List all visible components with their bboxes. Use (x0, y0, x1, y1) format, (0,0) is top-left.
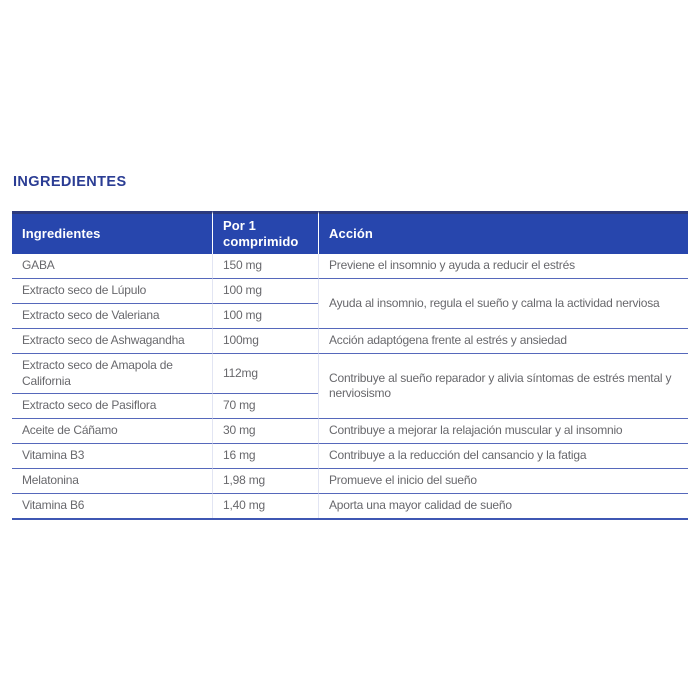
ingredient-action: Aporta una mayor calidad de sueño (318, 493, 688, 518)
ingredient-name: Extracto seco de Ashwagandha (12, 328, 212, 353)
table-row (12, 443, 688, 468)
ingredient-name: Vitamina B6 (12, 493, 212, 518)
ingredient-amount: 150 mg (212, 254, 318, 278)
ingredient-action: Contribuye a la reducción del cansancio y la fatiga (318, 443, 688, 468)
ingredient-action: Contribuye a mejorar la relajación muscular y al insomnio (318, 418, 688, 443)
table-row (12, 328, 688, 353)
ingredient-amount: 16 mg (212, 443, 318, 468)
table-row (12, 278, 688, 303)
ingredient-name: GABA (22, 258, 55, 273)
ingredient-amount: 100 mg (212, 303, 318, 328)
ingredient-action: Promueve el inicio del sueño (318, 468, 688, 493)
header-row (12, 211, 688, 254)
ingredient-name: Vitamina B3 (12, 443, 212, 468)
ingredient-name: Extracto seco de Pasiflora (12, 393, 212, 418)
ingredient-amount: 70 mg (212, 393, 318, 418)
ingredient-amount: 112mg (212, 353, 318, 393)
ingredient-amount: 1,98 mg (212, 468, 318, 493)
column-header-por-1-comprimido: Por 1 comprimido (212, 211, 318, 254)
ingredient-name: Melatonina (12, 468, 212, 493)
ingredient-name: Extracto seco de Amapola de California (12, 353, 212, 393)
ingredient-amount: 30 mg (212, 418, 318, 443)
ingredient-amount: 1,40 mg (212, 493, 318, 518)
column-header-ingredientes: Ingredientes (12, 211, 212, 254)
ingredient-amount: 100 mg (212, 278, 318, 303)
ingredient-amount: 100mg (212, 328, 318, 353)
ingredient-action: Acción adaptógena frente al estrés y ansiedad (318, 328, 688, 353)
ingredients-table (12, 211, 688, 520)
table-header (12, 211, 688, 254)
ingredient-action: Contribuye al sueño reparador y alivia síntomas de estrés mental y nerviosismo (318, 353, 688, 418)
page-title: INGREDIENTES (13, 174, 127, 190)
table-row (12, 254, 688, 278)
ingredient-action: Ayuda al insomnio, regula el sueño y calma la actividad nerviosa (318, 278, 688, 328)
table-row (12, 493, 688, 518)
ingredient-action: Previene el insomnio y ayuda a reducir el estrés (318, 254, 688, 278)
column-header-accion: Acción (318, 211, 688, 254)
table-row (12, 418, 688, 443)
ingredient-name: Extracto seco de Lúpulo (12, 278, 212, 303)
ingredient-name: Aceite de Cáñamo (12, 418, 212, 443)
table-row (12, 353, 688, 393)
table-row (12, 468, 688, 493)
ingredient-name: Extracto seco de Valeriana (12, 303, 212, 328)
